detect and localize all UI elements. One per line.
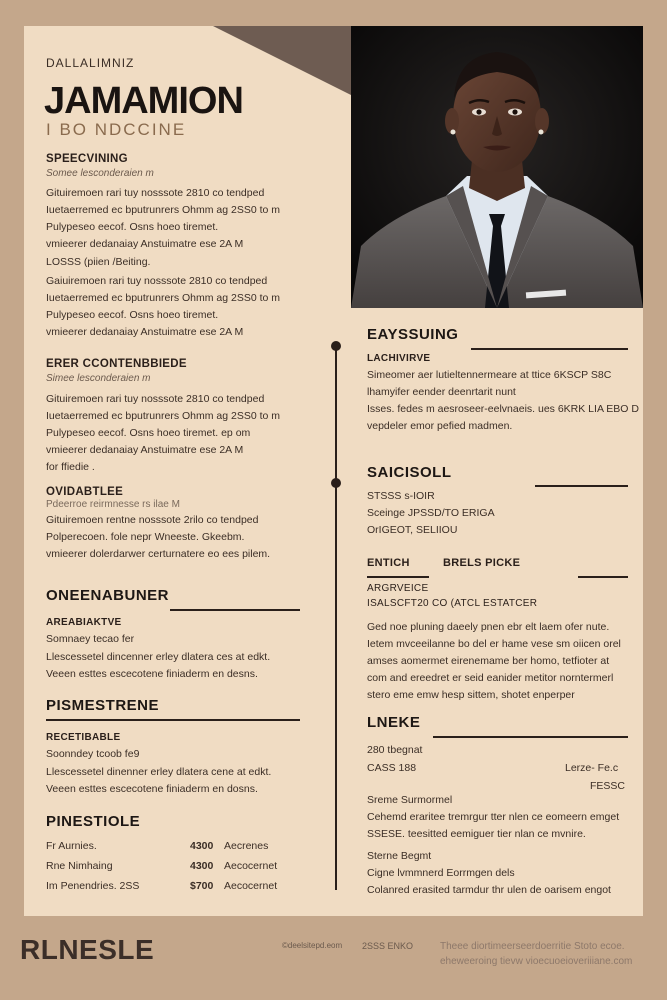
row-note: Aecocernet [224, 880, 278, 892]
row-value: 4300 [190, 860, 214, 872]
text-line: vmieerer dolerdarwer certurnatere eo ees pilem. [46, 548, 271, 560]
section-rule [578, 576, 628, 578]
text-line: Simeomer aer lutieltennermeare at ttice 6KSCP S8C [367, 369, 612, 381]
pinestiole-row [46, 858, 277, 875]
text-line: Polperecoen. fole nepr Wneeste. Gkeebm. [46, 531, 245, 543]
group-title: Sreme Surmormel [367, 794, 453, 806]
section-title-oneenabuner: ONEENABUNER [46, 587, 170, 604]
row-label: Fr Aurnies. [46, 840, 97, 852]
timeline-line [335, 345, 337, 890]
block2-title: ERER CCONTENBBIEDE [46, 358, 187, 370]
text-line: Cigne lvmmnerd Eorrmgen dels [367, 867, 515, 879]
pinestiole-row [46, 878, 277, 895]
text-line: Ged noe pluning daeely pnen ebr elt laem ofer nute. [367, 621, 610, 633]
r-sec4-row2b: Lerze- Fe.c [565, 762, 619, 774]
row-note: Aecocernet [224, 860, 278, 872]
text-line: Pulypeseo eecof. Osns hoeo tiremet. ep om [46, 427, 251, 439]
row-label: Rne Nimhaing [46, 860, 113, 872]
text-line: Iuetaerremed ec bputrunrers Ohmm ag 2SS0 to m [46, 410, 281, 422]
candidate-name: JAMAMION [44, 80, 243, 122]
text-line: Iuetaerremed ec bputrunrers Ohmm ag 2SS0 to m [46, 292, 281, 304]
text-line: com and ereedret er seid eanider metitor norntermerl [367, 672, 614, 684]
text-line: Cehemd eraritee tremrgur tter nlen ce eomeern emget [367, 811, 620, 823]
footer-logo: RLNESLE [20, 934, 155, 965]
section-rule [170, 609, 300, 611]
text-line: Pulypeseo eecof. Osns hoeo tiremet. [46, 221, 219, 233]
row-note: Aecrenes [224, 840, 269, 852]
r-sec3-title-b: BRELS PICKE [443, 557, 521, 569]
r-sec4-group2 [367, 848, 611, 899]
sec1-sub: Somnaey tecao fer [46, 633, 135, 645]
text-line: Gituiremoen rari tuy nosssote 2810 co tendped [46, 187, 265, 199]
r-sec3-paragraph [367, 619, 621, 704]
footer-website: ©deelsitepd.eom [282, 941, 343, 950]
footer-note-2: eheweeroing tievw vioecuoeioveriiiane.com [440, 956, 633, 967]
section-title-pinestiole: PINESTIOLE [46, 813, 141, 830]
section-rule [535, 485, 628, 487]
text-line: SSESE. teesitted eemiguer tier nlan ce mvnire. [367, 828, 586, 840]
section-title-pismestrene: PISMESTRENE [46, 697, 160, 714]
section-title-eayssuing: EAYSSUING [367, 326, 459, 343]
text-line: Sceinge JPSSD/TO ERIGA [367, 507, 495, 519]
block1-subtitle: Somee lesconderaien m [46, 168, 154, 179]
r-sec3-small1: ARGRVEICE [367, 583, 429, 594]
text-line: Gituiremoen rari tuy nosssote 2810 co tendped [46, 393, 265, 405]
timeline-dot [331, 478, 341, 488]
text-line: OrIGEOT, SELIIOU [367, 524, 458, 536]
text-line: Ietem mvceeilanne bo del er hame vese sm oiicen orel [367, 638, 621, 650]
row-label: Im Penendries. 2SS [46, 880, 140, 892]
sec2-sub: Soonndey tcoob fe9 [46, 748, 140, 760]
row-value: 4300 [190, 840, 214, 852]
r-sec1-paragraph [367, 367, 639, 435]
r-sec4-row3: FESSC [590, 780, 626, 792]
portrait-illustration [351, 26, 643, 308]
block2-paragraph [46, 391, 280, 476]
r-sec3-title-a: ENTICH [367, 557, 410, 569]
block3-title: OVIDABTLEE [46, 486, 124, 498]
timeline-dot [331, 341, 341, 351]
section-rule [367, 576, 429, 578]
footer-note-1: Theee diortimeerseerdoerritie Stoto ecoe. [440, 941, 625, 952]
text-line: Llescessetel dinenner erley dlatera cene at edkt. [46, 766, 272, 778]
block2-subtitle: Simee lesconderaien m [46, 373, 151, 384]
text-line: Iuetaerremed ec bputrunrers Ohmm ag 2SS0 to m [46, 204, 281, 216]
r-sec4-row1: 280 tbegnat [367, 744, 423, 756]
text-line: for ffiedie . [46, 461, 95, 473]
pinestiole-row [46, 838, 268, 855]
section-rule [46, 719, 300, 721]
block1-paragraph [46, 185, 280, 253]
section-rule [471, 348, 628, 350]
r-sec4-row2a: CASS 188 [367, 762, 417, 774]
text-line: vmieerer dedanaiay Anstuimatre ese 2A M [46, 444, 244, 456]
r-sec1-small: LACHIVIRVE [367, 353, 431, 364]
sec1-small: AREABIAKTVE [46, 617, 122, 628]
sec2-small: RECETIBABLE [46, 732, 121, 743]
block3-paragraph [46, 512, 270, 563]
text-line: Llescessetel dincenner erley dlatera ces at edkt. [46, 651, 271, 663]
candidate-subtitle: I BO NDCCINE [46, 120, 187, 139]
text-line: vmieerer dedanaiay Anstuimatre ese 2A M [46, 326, 244, 338]
text-line: Gaiuiremoen rari tuy nosssote 2810 co tendped [46, 275, 268, 287]
text-line: amses aomermet eirenemame ber homo, tetfioter at [367, 655, 610, 667]
block1-mid: LOSSS (piien /Beiting. [46, 256, 151, 268]
footer-code: 2SSS ENKO [362, 941, 414, 951]
group-title: Sterne Begmt [367, 850, 432, 862]
profile-photo [351, 26, 643, 308]
row-value: $700 [190, 880, 214, 892]
text-line: Colanred erasited tarmdur thr ulen de oarisem engot [367, 884, 611, 896]
r-sec2-paragraph [367, 488, 495, 539]
section-rule [433, 736, 628, 738]
text-line: Pulypeseo eecof. Osns hoeo tiremet. [46, 309, 219, 321]
text-line: Veeen esttes escecotene finiaderm en dosns. [46, 783, 258, 795]
section-title-lneke: LNEKE [367, 714, 421, 731]
text-line: Veeen esttes escecotene finiaderm en desns. [46, 668, 258, 680]
text-line: STSSS s-IOIR [367, 490, 435, 502]
r-sec3-small2: ISALSCFT20 CO (ATCL ESTATCER [367, 598, 538, 609]
sec2-paragraph [46, 764, 271, 798]
section-title-saicisoll: SAICISOLL [367, 464, 452, 481]
header-kicker: DALLALIMNIZ [46, 56, 135, 70]
block3-subtitle: Pdeerroe reirmnesse rs ilae M [46, 499, 180, 510]
block1-title: SPEECVINING [46, 153, 128, 165]
block1-paragraph2 [46, 273, 280, 341]
text-line: vmieerer dedanaiay Anstuimatre ese 2A M [46, 238, 244, 250]
text-line: Gituiremoen rentne nosssote 2rilo co tendped [46, 514, 259, 526]
sec1-paragraph [46, 649, 270, 683]
r-sec4-group1 [367, 792, 619, 843]
text-line: stero eme emw hesp sittem, shotet enperper [367, 689, 575, 701]
text-line: lhamyifer eender deenrtarit nunt [367, 386, 516, 398]
text-line: Isses. fedes m aesroseer-eelvnaeis. ues 6KRK LIA EBO D [367, 403, 639, 415]
text-line: vepdeler emor pefied madmen. [367, 420, 513, 432]
